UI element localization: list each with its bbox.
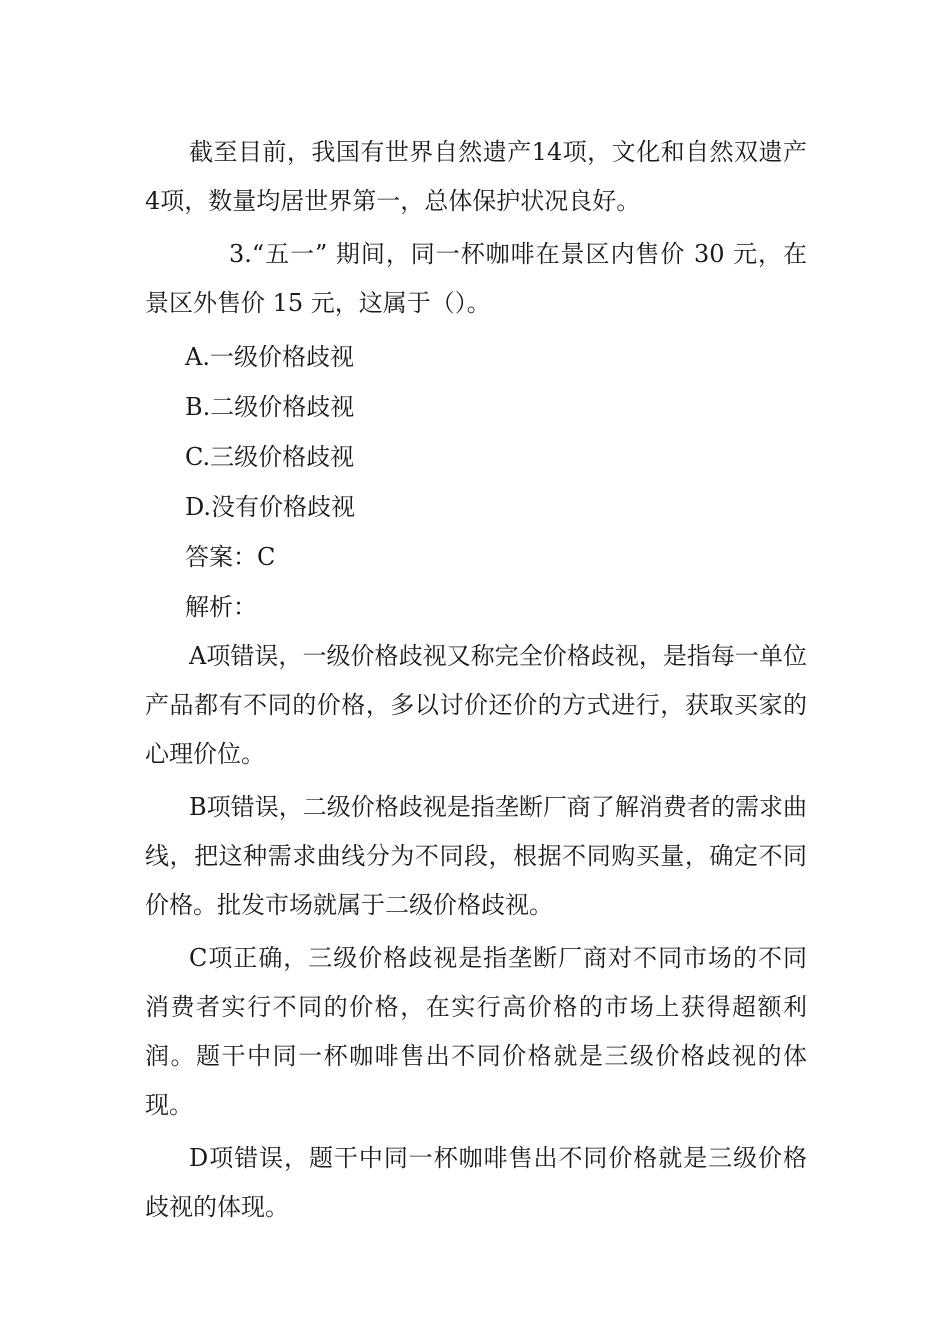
document-page — [145, 128, 807, 1236]
option-b: B.二级价格歧视 — [185, 393, 355, 421]
question-text: 3.“五一” 期间，同一杯咖啡在景区内售价 30 元，在景区外售价 15 元，这属于（）。 — [145, 240, 807, 317]
option-a: A.一级价格歧视 — [185, 343, 354, 371]
intro-paragraph: 截至目前，我国有世界自然遗产14项，文化和自然双遗产4项，数量均居世界第一，总体保护状况良好。 — [145, 138, 807, 215]
explanation-c: C项正确，三级价格歧视是指垄断厂商对不同市场的不同消费者实行不同的价格，在实行高价格的市场上获得超额利润。题干中同一杯咖啡售出不同价格就是三级价格歧视的体现。 — [145, 944, 807, 1119]
option-c: C.三级价格歧视 — [185, 443, 355, 471]
explanation-a: A项错误，一级价格歧视又称完全价格歧视，是指每一单位产品都有不同的价格，多以讨价还价的方式进行，获取买家的心理价位。 — [145, 642, 807, 768]
explanation-b: B项错误，二级价格歧视是指垄断厂商了解消费者的需求曲线，把这种需求曲线分为不同段，根据不同购买量，确定不同价格。批发市场就属于二级价格歧视。 — [145, 793, 807, 919]
answer-line: 答案：C — [185, 543, 276, 571]
option-d: D.没有价格歧视 — [185, 493, 356, 521]
explanation-d: D项错误，题干中同一杯咖啡售出不同价格就是三级价格歧视的体现。 — [145, 1144, 807, 1221]
analysis-label: 解析： — [185, 593, 257, 621]
